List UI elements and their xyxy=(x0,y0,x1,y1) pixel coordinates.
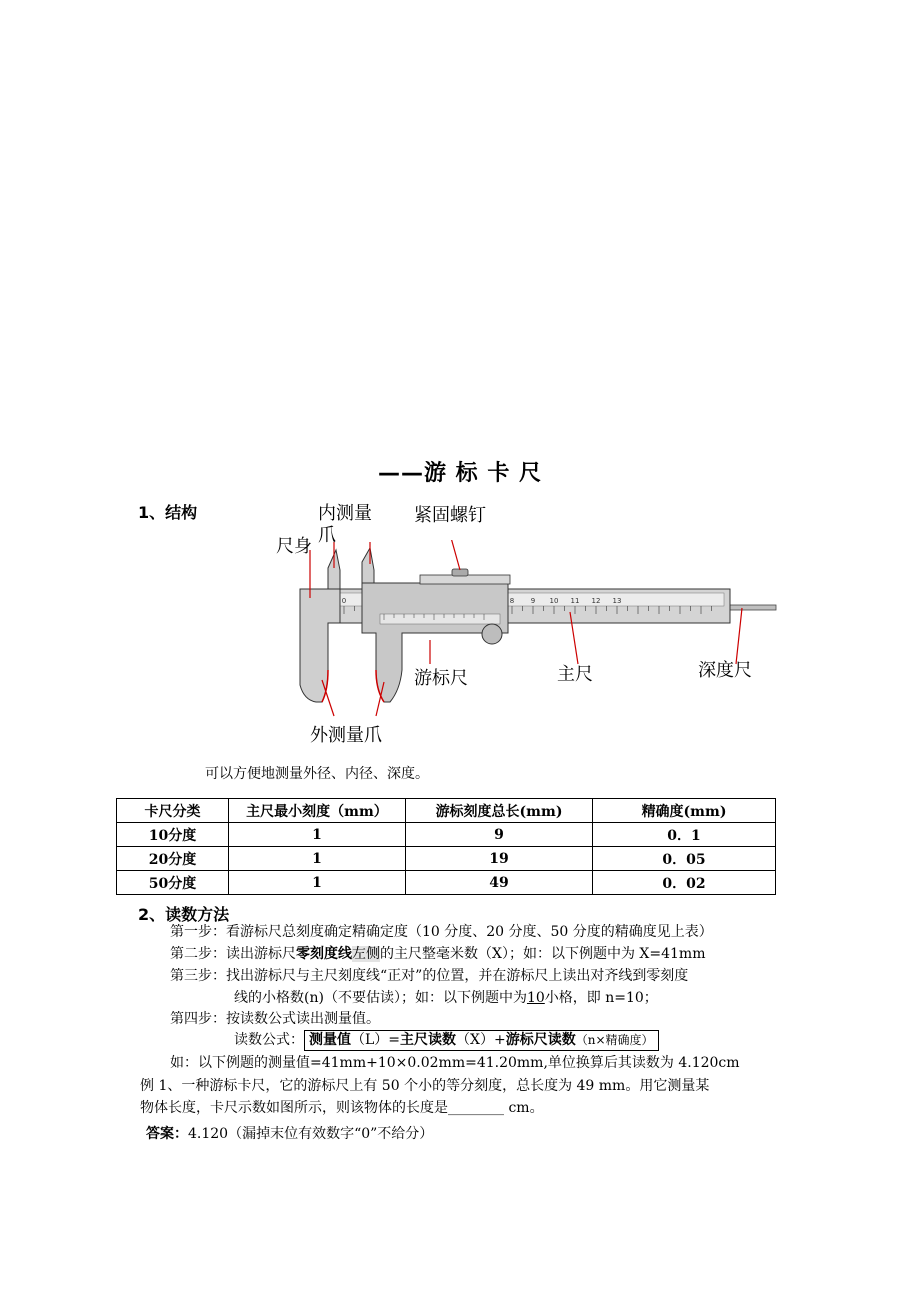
answer-line xyxy=(146,1124,433,1144)
formula-line xyxy=(234,1030,659,1051)
table-header-cell: 主尺最小刻度（mm） xyxy=(229,799,406,823)
scale-number: 9 xyxy=(530,597,536,605)
label-body: 尺身 xyxy=(276,536,312,557)
formula-part: 游标尺读数 xyxy=(505,1032,576,1048)
table-header-cell: 精确度(mm) xyxy=(593,799,776,823)
answer-text: 4.120（漏掉末位有效数字“0”不给分） xyxy=(188,1126,434,1142)
label-main-scale: 主尺 xyxy=(557,664,593,685)
table-cell: 0．05 xyxy=(593,847,776,871)
table-cell: 9 xyxy=(406,823,593,847)
scale-number: 10 xyxy=(549,597,559,605)
formula-box xyxy=(304,1030,659,1051)
label-outer-jaw: 外测量爪 xyxy=(310,725,382,746)
step-2-zero-line: 零刻度线 xyxy=(296,946,352,962)
label-depth-rod: 深度尺 xyxy=(698,660,752,681)
step-3-count: 10 xyxy=(526,990,545,1006)
step-2-part: 的主尺整毫米数（X）；如：以下例题中为 X=41mm xyxy=(380,946,706,962)
table-cell: 1 xyxy=(229,871,406,895)
table-cell: 50分度 xyxy=(117,871,229,895)
lock-screw-shape xyxy=(452,569,468,576)
formula-part: （n×精确度） xyxy=(575,1033,654,1047)
table-cell: 0．02 xyxy=(593,871,776,895)
table-row xyxy=(117,823,776,847)
step-3-part: 小格，即 n=10； xyxy=(544,990,658,1006)
table-cell: 10分度 xyxy=(117,823,229,847)
scale-number: 0 xyxy=(341,597,347,605)
table-cell: 49 xyxy=(406,871,593,895)
table-row xyxy=(117,847,776,871)
section-reading-heading: 2、读数方法 xyxy=(138,905,230,924)
step-2-part: 第二步：读出游标尺 xyxy=(170,946,296,962)
step-3-line-1: 第三步：找出游标尺与主尺刻度线“正对”的位置，并在游标尺上读出对齐线到零刻度 xyxy=(170,968,689,984)
table-row xyxy=(117,871,776,895)
section-structure-heading: 1、结构 xyxy=(138,503,198,522)
scale-number: 12 xyxy=(591,597,601,605)
caliper-diagram xyxy=(270,540,790,720)
label-vernier: 游标尺 xyxy=(414,668,468,689)
step-4: 第四步：按读数公式读出测量值。 xyxy=(170,1011,380,1027)
formula-part: （L）= xyxy=(351,1032,401,1048)
scale-number: 8 xyxy=(509,597,515,605)
scale-number: 11 xyxy=(570,597,580,605)
formula-label: 读数公式： xyxy=(234,1032,304,1048)
table-header-row xyxy=(117,799,776,823)
example-line: 如：以下例题的测量值=41mm+10×0.02mm=41.20mm,单位换算后其读数为 4.120cm xyxy=(170,1055,740,1071)
vernier-inner-jaw-shape xyxy=(362,548,374,583)
formula-part: 测量值 xyxy=(309,1032,351,1048)
label-inner-jaw: 内测量 xyxy=(318,503,372,524)
table-cell: 0．1 xyxy=(593,823,776,847)
problem-line-1: 例 1、一种游标卡尺，它的游标尺上有 50 个小的等分刻度，总长度为 49 mm。用它测量某 xyxy=(140,1078,710,1094)
table-cell: 1 xyxy=(229,847,406,871)
table-cell: 19 xyxy=(406,847,593,871)
table-cell: 20分度 xyxy=(117,847,229,871)
table-header-cell: 卡尺分类 xyxy=(117,799,229,823)
formula-part: 主尺读数 xyxy=(400,1032,457,1048)
step-3-part: 线的小格数(n)（不要估读）；如：以下例题中为 xyxy=(234,990,527,1006)
scale-number: 13 xyxy=(612,597,622,605)
caliper-spec-table xyxy=(116,798,776,895)
step-2 xyxy=(170,944,705,964)
label-lock-screw: 紧固螺钉 xyxy=(414,505,486,526)
page-title: ——游 标 卡 尺 xyxy=(378,461,542,486)
table-header-cell: 游标刻度总长(mm) xyxy=(406,799,593,823)
problem-line-2: 物体长度，卡尺示数如图所示，则该物体的长度是________ cm。 xyxy=(140,1100,544,1116)
step-2-left-side: 左侧 xyxy=(352,946,380,962)
step-3-line-2 xyxy=(234,988,658,1008)
answer-label: 答案： xyxy=(146,1126,188,1142)
step-1: 第一步：看游标尺总刻度确定精确定度（10 分度、20 分度、50 分度的精确度见上表） xyxy=(170,924,713,940)
thumb-wheel-shape xyxy=(482,624,502,644)
label-inner-jaw-2: 爪 xyxy=(318,525,336,546)
fixed-outer-jaw-shape xyxy=(300,589,340,702)
vernier-scale-strip xyxy=(380,614,500,624)
table-cell: 1 xyxy=(229,823,406,847)
diagram-caption: 可以方便地测量外径、内径、深度。 xyxy=(205,766,429,782)
formula-part: （X）+ xyxy=(456,1032,506,1048)
depth-rod-shape xyxy=(726,605,776,610)
